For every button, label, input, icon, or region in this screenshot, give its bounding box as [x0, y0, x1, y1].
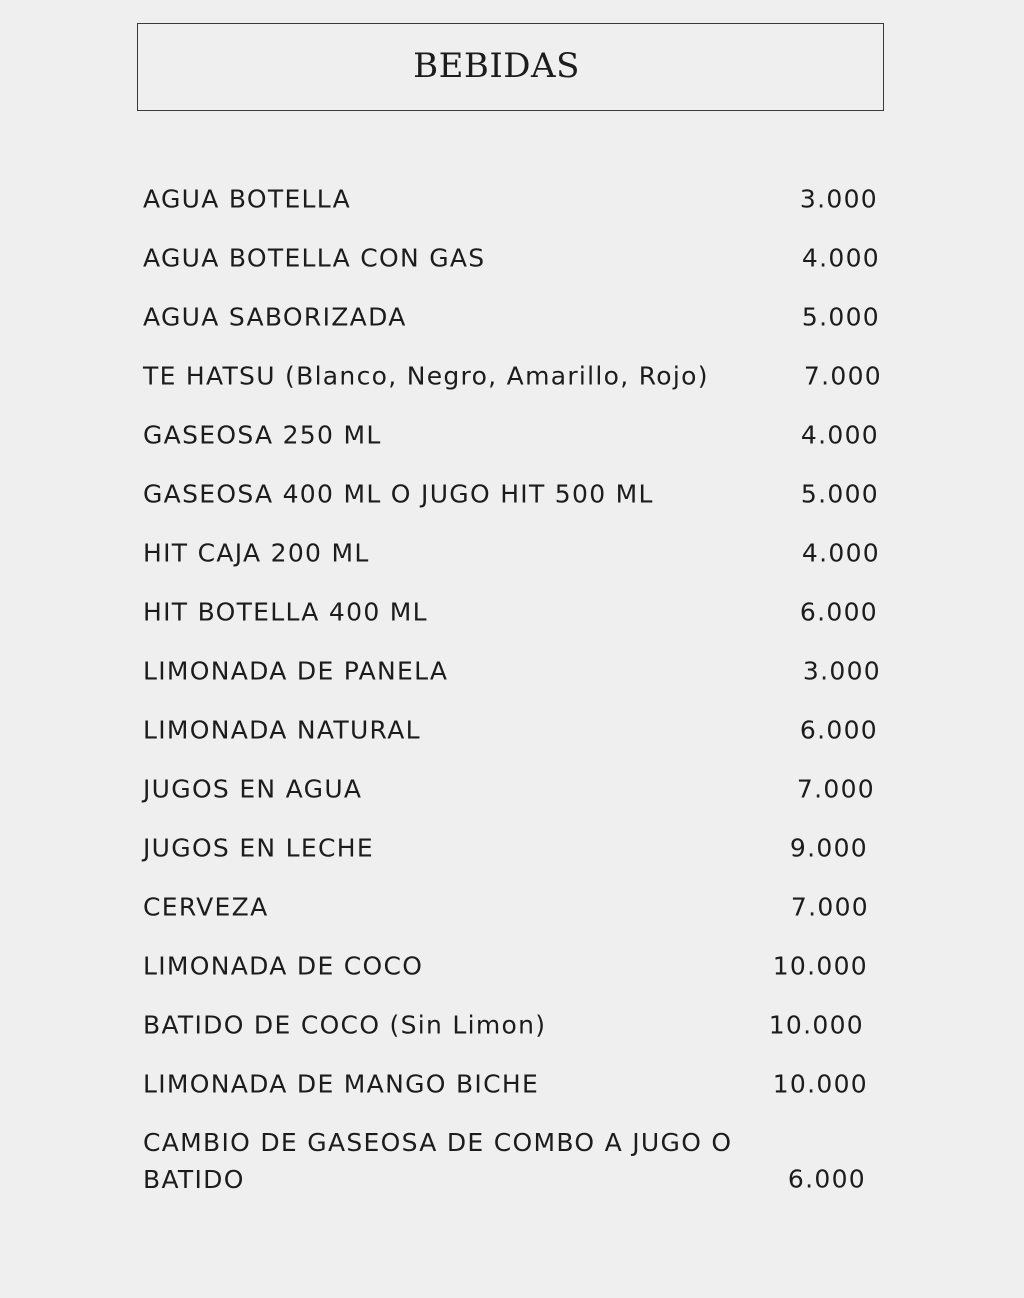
menu-item-price: 6.000	[799, 597, 878, 627]
menu-item-name: LIMONADA NATURAL	[143, 715, 421, 745]
menu-item-name: JUGOS EN AGUA	[143, 774, 363, 804]
menu-item-price: 6.000	[787, 1164, 866, 1194]
menu-item-name: LIMONADA DE COCO	[143, 951, 424, 981]
menu-item-price: 4.000	[800, 420, 879, 450]
menu-item-price: 10.000	[772, 1069, 868, 1099]
menu-item-price: 7.000	[790, 892, 869, 922]
menu-item-name: AGUA BOTELLA	[143, 184, 351, 214]
menu-item-price: 3.000	[799, 184, 878, 214]
menu-item-name: AGUA SABORIZADA	[143, 302, 407, 332]
menu-item-name: JUGOS EN LECHE	[143, 833, 374, 863]
menu-item-price: 10.000	[772, 951, 868, 981]
menu-item-price: 7.000	[803, 361, 882, 391]
menu-item-name: HIT CAJA 200 ML	[143, 538, 370, 568]
menu-item-price: 10.000	[768, 1010, 864, 1040]
menu-item-price: 9.000	[789, 833, 868, 863]
menu-item-name: CAMBIO DE GASEOSA DE COMBO A JUGO O BATIDO	[143, 1128, 733, 1194]
menu-item-name: GASEOSA 250 ML	[143, 420, 382, 450]
menu-item-name: TE HATSU (Blanco, Negro, Amarillo, Rojo)	[143, 361, 709, 391]
menu-item-price: 5.000	[801, 302, 880, 332]
menu-item-price: 3.000	[802, 656, 881, 686]
menu-item-price: 7.000	[796, 774, 875, 804]
menu-item-name: CERVEZA	[143, 892, 269, 922]
menu-item-price: 4.000	[801, 538, 880, 568]
menu-item-name: LIMONADA DE PANELA	[143, 656, 449, 686]
menu-item-name: AGUA BOTELLA CON GAS	[143, 243, 486, 273]
menu-title: BEBIDAS	[413, 46, 580, 86]
menu-item-name: LIMONADA DE MANGO BICHE	[143, 1069, 540, 1099]
menu-item-name: BATIDO DE COCO (Sin Limon)	[143, 1010, 547, 1040]
menu-item-price: 4.000	[801, 243, 880, 273]
menu-item-price: 6.000	[799, 715, 878, 745]
menu-item-price: 5.000	[800, 479, 879, 509]
menu-item-name: HIT BOTELLA 400 ML	[143, 597, 428, 627]
menu-item-name: GASEOSA 400 ML O JUGO HIT 500 ML	[143, 479, 654, 509]
